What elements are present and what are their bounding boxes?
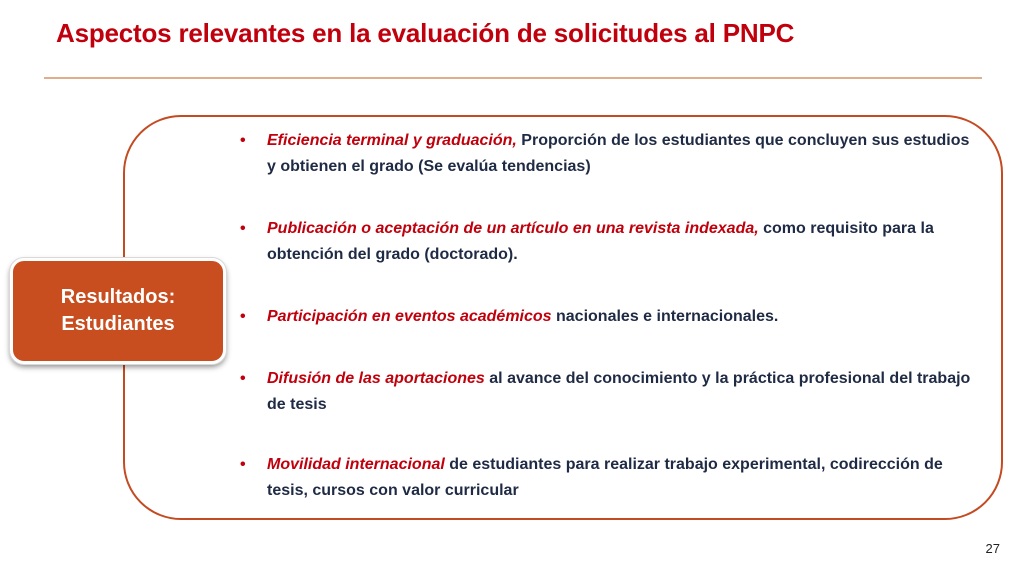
criteria-item-mobility	[240, 452, 976, 504]
category-box-results-students	[10, 258, 226, 364]
bullet-icon: •	[240, 308, 246, 325]
criteria-highlight: Publicación o aceptación de un artículo en una revista indexada,	[267, 220, 759, 237]
criteria-list	[240, 128, 976, 504]
bullet-icon: •	[240, 132, 246, 149]
criteria-text: de estudiantes para realizar trabajo experimental, codirección de tesis, cursos con valor curricular	[267, 456, 943, 499]
criteria-item-academic-events	[240, 304, 976, 330]
category-label-line1: Resultados:	[60, 286, 176, 308]
criteria-item-dissemination	[240, 366, 976, 418]
slide-title: Aspectos relevantes en la evaluación de solicitudes al PNPC	[56, 18, 795, 48]
page-number: 27	[985, 541, 1000, 556]
bullet-icon: •	[240, 456, 246, 473]
criteria-text: al avance del conocimiento y la práctica profesional del trabajo de tesis	[267, 370, 971, 413]
criteria-text: como requisito para la obtención del grado (doctorado).	[267, 220, 934, 263]
category-label-line2: Estudiantes	[61, 313, 175, 335]
criteria-highlight: Difusión de las aportaciones	[267, 370, 485, 387]
criteria-text: nacionales e internacionales.	[551, 308, 779, 325]
criteria-highlight: Participación en eventos académicos	[267, 308, 552, 325]
criteria-item-terminal-efficiency	[240, 128, 976, 180]
criteria-text: Proporción de los estudiantes que concluyen sus estudios y obtienen el grado (Se evalúa tendencias)	[267, 132, 970, 175]
criteria-item-publication	[240, 216, 976, 268]
criteria-highlight: Movilidad internacional	[267, 456, 445, 473]
criteria-highlight: Eficiencia terminal y graduación,	[267, 132, 517, 149]
bullet-icon: •	[240, 220, 246, 237]
bullet-icon: •	[240, 370, 246, 387]
title-divider	[44, 77, 982, 79]
